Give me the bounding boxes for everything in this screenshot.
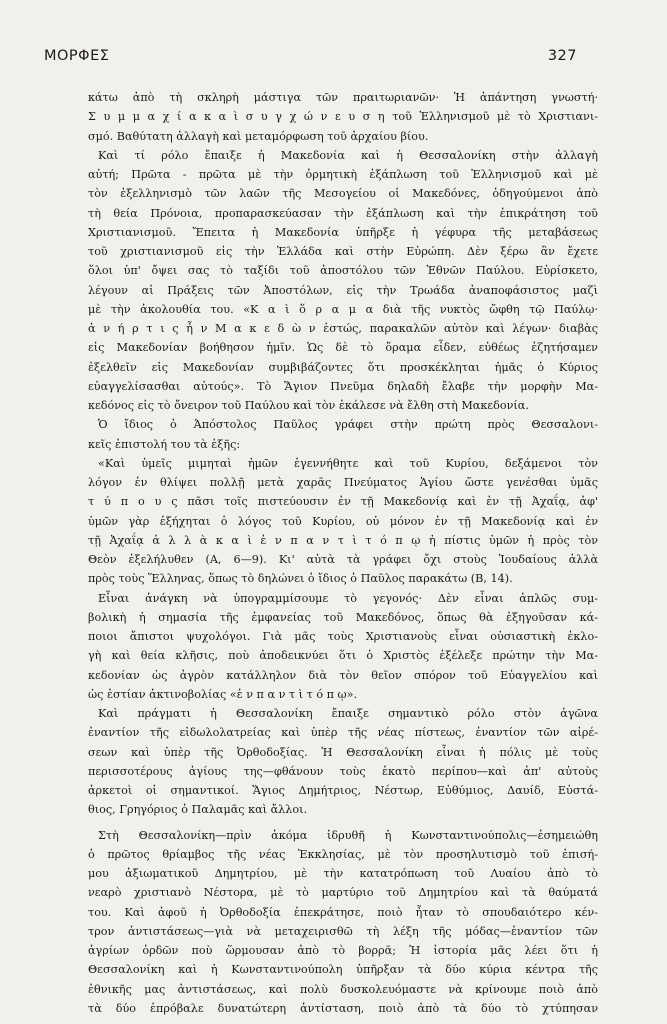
text-line: τὰ δύο ἐπρόβαλε δυνατώτερη ἀντίσταση, ποιὸ ἀπὸ τὰ δύο τὸ χτύπησαν	[88, 1001, 598, 1015]
text-line: ἐξελθεῖν εἰς Μακεδονίαν συμβιβάζοντες ὅτι προσκέκληται ἡμᾶς ὁ Κύριος	[88, 360, 598, 374]
text-line: Στὴ Θεσσαλονίκη—πρὶν ἀκόμα ἱδρυθῆ ἡ Κωνσταντινούπολις—ἐσημειώθη	[98, 828, 598, 842]
text-line: βολικὴ ἡ σημασία τῆς ἐμφανείας τοῦ Μακεδόνος, ὅπως θὰ ἐξηγοῦσαν κά-	[88, 610, 598, 624]
text-line: Ὁ ἴδιος ὁ Ἀπόστολος Παῦλος γράφει στὴν πρώτη πρὸς Θεσσαλονι-	[98, 418, 598, 432]
text-line: ἐθνικῆς μας ἀντιστάσεως, καὶ πολὺ δυσκολευόμαστε νὰ κρίνουμε ποιὸ ἀπὸ	[88, 982, 598, 996]
text-line: περισσοτέρους ἁγίους της—φθάνουν τοὺς ἑκατὸ περίπου—καὶ ἀπ' αὐτοὺς	[88, 764, 598, 778]
text-line: μὲ τὴν ἀκολουθία του. «Κ α ὶ ὅ ρ α μ α διὰ τῆς νυκτὸς ὤφθη τῷ Παύλῳ·	[88, 302, 598, 316]
text-line: νεαρὸ χριστιανὸ Νέστορα, μὲ τὸ μαρτύριο τοῦ Δημητρίου καὶ τὰ θαύματά	[88, 886, 598, 900]
text-line: Καὶ τί ρόλο ἔπαιξε ἡ Μακεδονία καὶ ἡ Θεσσαλονίκη στὴν ἀλλαγὴ	[98, 148, 598, 162]
quote-line: τῇ Ἀχαΐᾳ ἀ λ λ ὰ κ α ὶ ἐ ν π α ν τ ὶ τ ό π ῳ ἡ πίστις ὑμῶν ἡ πρὸς τὸν	[88, 533, 598, 547]
text-line: θιος, Γρηγόριος ὁ Παλαμᾶς καὶ ἄλλοι.	[88, 803, 308, 817]
quote-line: τ ύ π ο υ ς πᾶσι τοῖς πιστεύουσιν ἐν τῇ Μακεδονίᾳ καὶ ἐν τῇ Ἀχαΐᾳ, ἀφ'	[88, 495, 598, 509]
text-line: του. Καὶ ἀφοῦ ἡ Ὀρθοδοξία ἐπεκράτησε, ποιὸ ἦταν τὸ σπουδαιότερο κέν-	[88, 905, 598, 919]
text-line: Σ υ μ μ α χ ί α κ α ὶ σ υ γ χ ώ ν ε υ σ η τοῦ Ἑλληνισμοῦ μὲ τὸ Χριστιανι-	[88, 110, 598, 124]
text-line: κεδόνος εἰς τὸ ὄνειρον τοῦ Παύλου καὶ τὸν ἐκάλεσε νὰ ἔλθη στὴ Μακεδονία.	[88, 399, 529, 412]
text-line: ὁ πρῶτος θρίαμβος τῆς νέας Ἐκκλησίας, μὲ τὸν προσηλυτισμὸ τοῦ ἐπισή-	[88, 847, 598, 861]
text-line: σμό. Βαθύτατη ἀλλαγὴ καὶ μεταμόρφωση τοῦ ἀρχαίου βίου.	[88, 129, 429, 143]
text-line: ἐναντίον τῆς εἰδωλολατρείας καὶ ὑπὲρ τῆς νέας πίστεως, ἐναντίον τῶν αἱρέ-	[88, 726, 598, 740]
text-line: κεδονίαν ὡς ἀγρὸν κατάλληλον διὰ τὸν θεῖον σπόρον τοῦ Εὐαγγελίου καὶ	[88, 668, 598, 682]
text-line: ποιοι ἄπιστοι ψυχολόγοι. Γιὰ μᾶς τοὺς Χριστιανοὺς εἶναι οὐσιαστικὴ ἐκλο-	[88, 630, 598, 643]
quote-line: πρὸς τοὺς Ἕλληνας, ὅπως τὸ δηλώνει ὁ ἴδιος ὁ Παῦλος παρακάτω (Β, 14).	[88, 572, 513, 586]
page-number: 327	[547, 48, 577, 64]
quote-line: λόγον ἐν θλίψει πολλῇ μετὰ χαρᾶς Πνεύματος Ἁγίου ὥστε γενέσθαι ὑμᾶς	[88, 476, 598, 489]
text-line: γὴ καὶ θεία κλῆσις, ποὺ ἀποδεικνύει ὅτι ὁ Χριστὸς ἐξέλεξε πρώτην τὴν Μα-	[88, 649, 598, 663]
text-line: τρον ἀντιστάσεως—γιὰ νὰ μεταχειρισθῶ τὴ λέξη τῆς μόδας—ἐναντίον τῶν	[88, 924, 598, 938]
text-line: ὅλοι ὑπ' ὄψει σας τὸ ταξίδι τοῦ ἀποστόλου τῶν Ἐθνῶν Παύλου. Εὑρίσκετο,	[88, 264, 598, 278]
text-line: τὸν ἐξελληνισμὸ τῶν λαῶν τῆς Μεσογείου οἱ Μακεδόνες, ὁδηγούμενοι ἀπὸ	[88, 187, 598, 201]
text-line: ὡς ἑστίαν ἀκτινοβολίας «ἐ ν π α ν τ ὶ τ ό π ῳ».	[88, 687, 358, 701]
text-line: ἀγρίων ὀρδῶν ποὺ ὥρμουσαν ἀπὸ τὸ βορρᾶ; Ἡ ἱστορία μᾶς λέει ὅτι ἡ	[88, 944, 598, 957]
body-text	[88, 88, 598, 1018]
text-line: αὐτή; Πρῶτα - πρῶτα μὲ τὴν ὁρμητικὴ ἐξάπλωση τοῦ Ἑλληνισμοῦ καὶ μὲ	[88, 168, 598, 181]
quote-line: ὑμῶν γὰρ ἐξήχηται ὁ λόγος τοῦ Κυρίου, οὐ μόνον ἐν τῇ Μακεδονίᾳ καὶ ἐν	[88, 514, 598, 528]
quote-line: «Καὶ ὑμεῖς μιμηταὶ ἡμῶν ἐγεννήθητε καὶ τοῦ Κυρίου, δεξάμενοι τὸν	[98, 456, 598, 470]
text-line: λέγουν αἱ Πράξεις τῶν Ἀποστόλων, εἰς τὴν Τρωάδα ἀναποφάσιστος μαζὶ	[88, 283, 598, 297]
text-line: τὴ θεία Πρόνοια, προπαρασκεύασαν τὴν ἐξάπλωση καὶ τὴν ἐπικράτηση τοῦ	[88, 206, 598, 220]
text-line: Εἶναι ἀνάγκη νὰ ὑπογραμμίσουμε τὸ γεγονός· Δὲν εἶναι ἁπλῶς συμ-	[98, 591, 598, 605]
text-line: Θεσσαλονίκη καὶ ἡ Κωνσταντινούπολη ὑπῆρξαν τὰ δύο κύρια κέντρα τῆς	[88, 963, 598, 977]
text-line: ἀρκετοὶ οἱ σημαντικοί. Ἅγιος Δημήτριος, Νέστωρ, Εὐθύμιος, Δαυίδ, Εὐστά-	[88, 784, 598, 797]
text-line: Χριστιανισμοῦ. Ἔπειτα ἡ Μακεδονία ὑπῆρξε ἡ γέφυρα τῆς μεταβάσεως	[88, 225, 598, 239]
text-line: κάτω ἀπὸ τὴ σκληρὴ μάστιγα τῶν πραιτωριανῶν· Ἡ ἀπάντηση γνωστή·	[88, 91, 598, 104]
journal-title: ΜΟΡΦΕΣ	[44, 48, 110, 64]
text-line: ἀ ν ή ρ τ ι ς ἦ ν Μ α κ ε δ ὼ ν ἑστώς, παρακαλῶν αὐτὸν καὶ λέγων· διαβὰς	[88, 322, 598, 335]
running-head	[44, 48, 577, 68]
text-line: τοῦ χριστιανισμοῦ εἰς τὴν Ἑλλάδα καὶ στὴν Εὐρώπη. Δὲν ξέρω ἂν ἔχετε	[88, 245, 598, 258]
text-line: σεων καὶ ὑπὲρ τῆς Ὀρθοδοξίας. Ἡ Θεσσαλονίκη εἶναι ἡ πόλις μὲ τοὺς	[88, 745, 598, 759]
text-line: Καὶ πράγματι ἡ Θεσσαλονίκη ἔπαιξε σημαντικὸ ρόλο στὸν ἀγῶνα	[98, 707, 598, 720]
text-line: εἰς Μακεδονίαν βοήθησον ἡμῖν. Ὡς δὲ τὸ ὅραμα εἶδεν, εὐθέως ἐζητήσαμεν	[88, 341, 598, 355]
text-line: κεῖς ἐπιστολή του τὰ ἑξῆς:	[88, 437, 241, 451]
text-line: μου ἀξιωματικοῦ Δημητρίου, μὲ τὴν κατατρόπωση τοῦ Λυαίου ἀπὸ τὸ	[88, 867, 598, 880]
text-line: εὐαγγελίσασθαι αὐτούς». Τὸ Ἅγιον Πνεῦμα δηλαδὴ ἔλαβε τὴν μορφὴν Μα-	[88, 379, 598, 393]
quote-line: Θεὸν ἐξελήλυθεν (Α, 6—9). Κι' αὐτὰ τὰ γράφει ὄχι στοὺς Ἰουδαίους ἀλλὰ	[88, 553, 598, 566]
